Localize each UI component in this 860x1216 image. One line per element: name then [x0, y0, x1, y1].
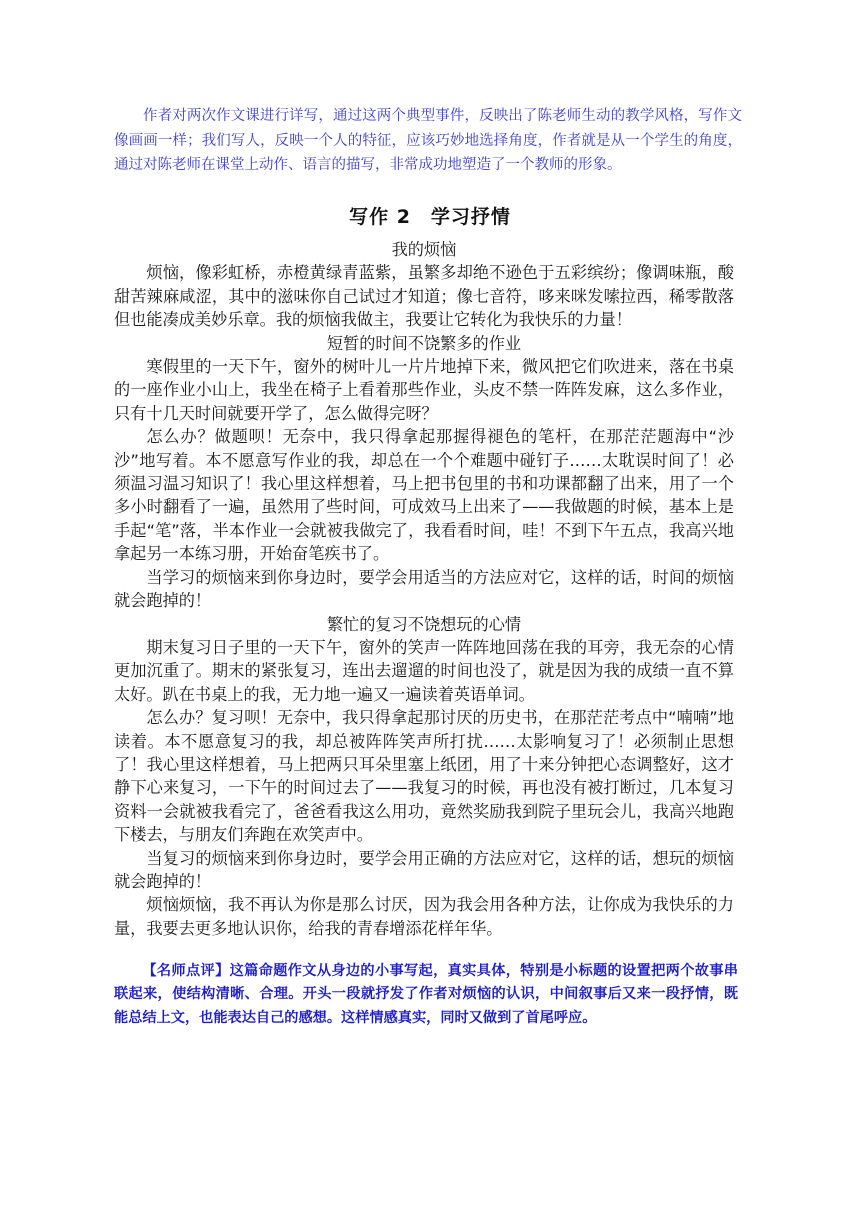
- essay-paragraph: 当学习的烦恼来到你身边时，要学会用适当的方法应对它，这样的话，时间的烦恼就会跑掉的！: [114, 567, 734, 611]
- essay-paragraph: 期末复习日子里的一天下午，窗外的笑声一阵阵地回荡在我的耳旁，我无奈的心情更加沉重了。期末的紧张复习，连出去遛遛的时间也没了，就是因为我的成绩一直不算太好。趴在书桌上的我，无力地一遍又一遍读着英语单词。: [114, 637, 734, 704]
- essay-title: 我的烦恼: [391, 240, 457, 259]
- essay-body: [114, 238, 734, 940]
- essay-paragraph: 烦恼烦恼，我不再认为你是那么讨厌，因为我会用各种方法，让你成为我快乐的力量，我要去更多地认识你，给我的青春增添花样年华。: [114, 895, 734, 938]
- essay-subtitle: 繁忙的复习不饶想玩的心情: [326, 614, 522, 634]
- essay-paragraph: 当复习的烦恼来到你身边时，要学会用正确的方法应对它，这样的话，想玩的烦恼就会跑掉的！: [114, 848, 734, 891]
- section-title: 写作 2 学习抒情: [349, 206, 511, 228]
- essay-paragraph: 怎么办？复习呗！无奈中，我只得拿起那讨厌的历史书，在那茫茫考点中“喃喃”地读着。本不愿意复习的我，却总被阵阵笑声所打扰……太影响复习了！必须制止思想了！我心里这样想着，马上把两只耳朵里塞上纸团，用了十来分钟把心态调整好，这才静下心来复习，一下午的时间过去了——我复习的时候，再也没有被打断过，几本复习资料一会就被我看完了，爸爸看我这么用功，竟然奖励我到院子里玩会儿，我高兴地跑下楼去，与朋友们奔跑在欢笑声中。: [114, 708, 734, 845]
- teacher-comment: 【名师点评】这篇命题作文从身边的小事写起，真实具体，特别是小标题的设置把两个故事串联起来，使结构清晰、合理。开头一段就抒发了作者对烦恼的认识，中间叙事后又来一段抒情，既能总结上文，也能表达自己的感想。这样情感真实，同时又做到了首尾呼应。: [114, 963, 738, 1026]
- essay-subtitle: 短暂的时间不饶繁多的作业: [326, 333, 522, 353]
- essay-paragraph: 怎么办？做题呗！无奈中，我只得拿起那握得褪色的笔杆，在那茫茫题海中“沙沙”地写着。本不愿意写作业的我，却总在一个个难题中碰钉子……太耽误时间了！必须温习温习知识了！我心里这样想着，马上把书包里的书和功课都翻了出来，用了一个多小时翻看了一遍，虽然用了些时间，可成效马上出来了——我做题的时候，基本上是手起“笔”落，半本作业一会就被我做完了，我看看时间，哇！不到下午五点，我高兴地拿起另一本练习册，开始奋笔疾书了。: [114, 427, 734, 564]
- essay-paragraph: 寒假里的一天下午，窗外的树叶儿一片片地掉下来，微风把它们吹进来，落在书桌的一座作业小山上，我坐在椅子上看着那些作业，头皮不禁一阵阵发麻，这么多作业，只有十几天时间就要开学了，怎么做得完呀？: [114, 357, 734, 423]
- essay-paragraph: 烦恼，像彩虹桥，赤橙黄绿青蓝紫，虽繁多却绝不逊色于五彩缤纷；像调味瓶，酸甜苦辣麻咸涩，其中的滋味你自己试过才知道；像七音符，哆来咪发嗦拉西，稀零散落但也能凑成美妙乐章。我的烦恼我做主，我要让它转化为我快乐的力量！: [114, 263, 734, 330]
- intro-paragraph: 作者对两次作文课进行详写，通过这两个典型事件，反映出了陈老师生动的教学风格，写作文像画画一样；我们写人，反映一个人的特征，应该巧妙地选择角度，作者就是从一个学生的角度，通过对陈老师在课堂上动作、语言的描写，非常成功地塑造了一个教师的形象。: [114, 108, 742, 173]
